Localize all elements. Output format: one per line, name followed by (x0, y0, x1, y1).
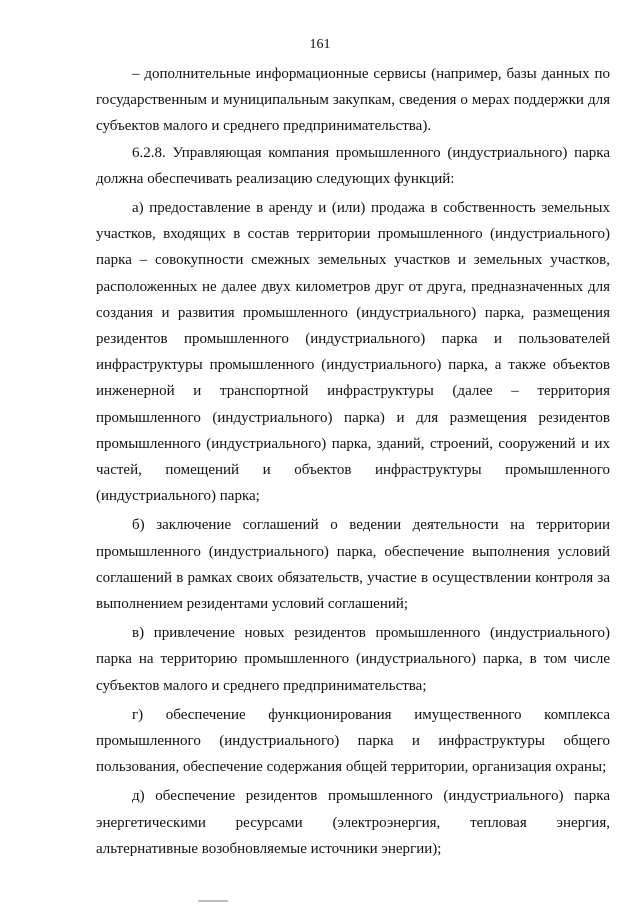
scan-artifact-line (198, 900, 228, 902)
paragraph-item-g: г) обеспечение функционирования имущественного комплекса промышленного (индустриального) парка и инфраструктуры общего пользования, обеспечение содержания общей территории, организация охраны; (96, 706, 610, 776)
paragraph-info-services: – дополнительные информационные сервисы (например, базы данных по государственным и муниципальным закупкам, сведения о мерах поддержки для субъектов малого и среднего предпринимательства). (96, 66, 610, 135)
page-number: 161 (309, 37, 331, 52)
document-body (96, 61, 610, 865)
paragraph-item-a: а) предоставление в аренду и (или) продажа в собственность земельных участков, входящих в состав территории промышленного (индустриального) парка – совокупности смежных земельных участков и земельных участков, расположенных не далее двух километров друг от друга, предназначенных для создания и развития промышленного (индустриального) парка, размещения резидентов промышленного (индустриального) парка и пользователей инфраструктуры промышленного (индустриального) парка, а также объектов инженерной и транспортной инфраструктуры (далее – территория промышленного (индустриального) парка) и для размещения резидентов промышленного (индустриального) парка, зданий, строений, сооружений и их частей, помещений и объектов инфраструктуры промышленного (индустриального) парка; (96, 200, 610, 505)
paragraph-item-b: б) заключение соглашений о ведении деятельности на территории промышленного (индустриального) парка, обеспечение выполнения условий соглашений в рамках своих обязательств, участие в осуществлении контроля за выполнением резидентами условий соглашений; (96, 517, 610, 613)
paragraph-item-d: д) обеспечение резидентов промышленного (индустриального) парка энергетическими ресурсами (электроэнергия, тепловая энергия, альтернативные возобновляемые источники энергии); (96, 788, 610, 857)
paragraph-item-v: в) привлечение новых резидентов промышленного (индустриального) парка на территорию промышленного (индустриального) парка, в том числе субъектов малого и среднего предпринимательства; (96, 625, 610, 694)
paragraph-section-6-2-8: 6.2.8. Управляющая компания промышленного (индустриального) парка должна обеспечивать реализацию следующих функций: (96, 144, 610, 187)
